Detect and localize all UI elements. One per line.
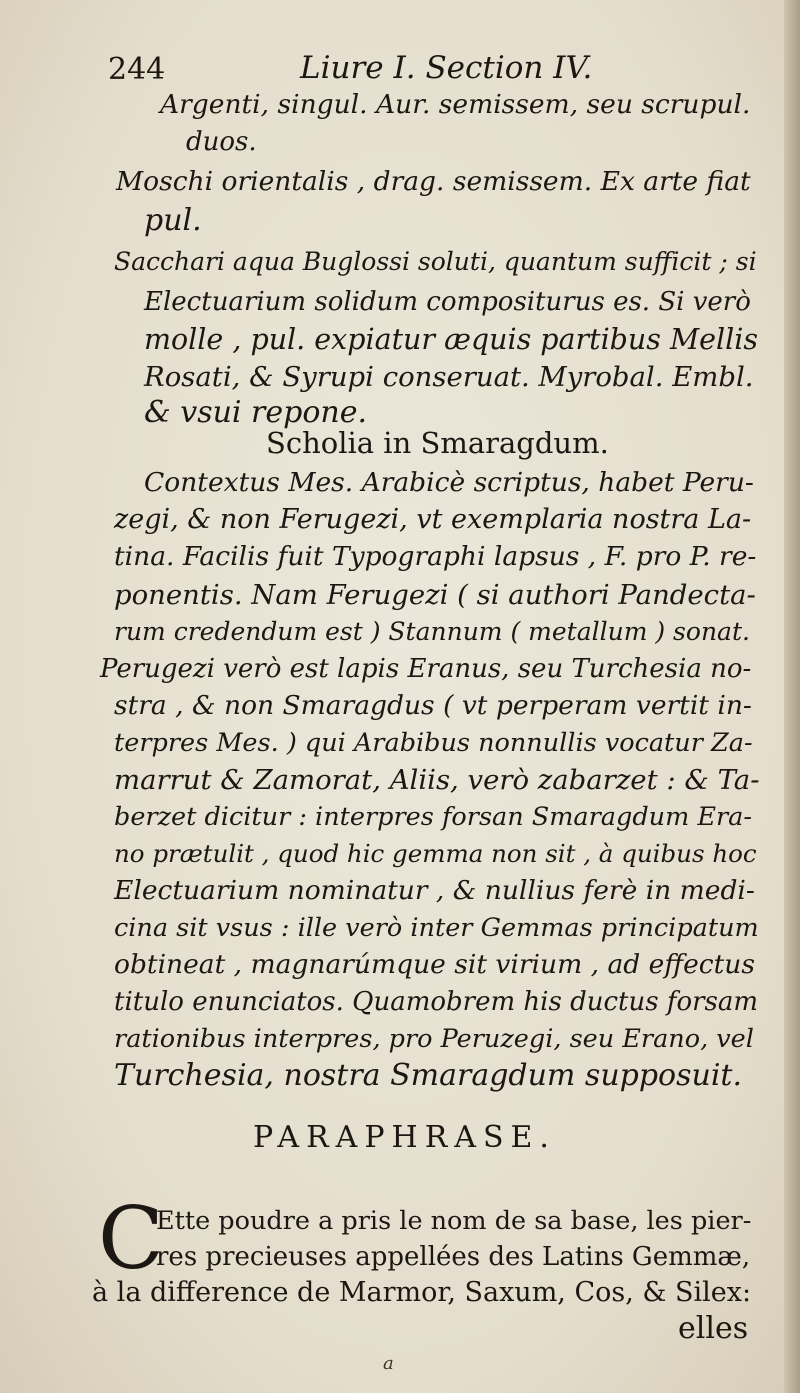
recipe-line: Argenti, singul. Aur. semissem, seu scrupul.	[160, 89, 751, 120]
recipe-line: duos.	[186, 127, 257, 157]
paraphrase-line: res precieuses appellées des Latins Gemmæ,	[156, 1242, 751, 1272]
scholia-line: obtineat , magnarúmque sit virium , ad effectus	[114, 949, 755, 980]
paraphrase-heading: PARAPHRASE.	[253, 1120, 556, 1155]
signature-mark: a	[383, 1353, 394, 1374]
catchword: elles	[678, 1311, 749, 1346]
recipe-line: Sacchari aqua Buglossi soluti, quantum sufficit ; si	[114, 247, 757, 276]
scholia-line: Perugezi verò est lapis Eranus, seu Turchesia no-	[100, 654, 752, 684]
scholia-heading: Scholia in Smaragdum.	[266, 426, 609, 460]
scholia-line: rationibus interpres, pro Peruzegi, seu Erano, vel	[114, 1024, 754, 1054]
scholia-line: Turchesia, nostra Smaragdum supposuit.	[114, 1058, 743, 1093]
scholia-line: stra , & non Smaragdus ( vt perperam vertit in-	[114, 690, 752, 721]
paraphrase-line: à la difference de Marmor, Saxum, Cos, & Silex:	[92, 1277, 752, 1308]
scholia-line: berzet dicitur : interpres forsan Smaragdum Era-	[114, 802, 752, 832]
scholia-line: titulo enunciatos. Quamobrem his ductus forsam	[114, 987, 759, 1017]
recipe-line: & vsui repone.	[144, 395, 368, 430]
scholia-line: no prætulit , quod hic gemma non sit , à quibus hoc	[114, 839, 757, 868]
scholia-line: zegi, & non Ferugezi, vt exemplaria nostra La-	[114, 504, 752, 535]
drop-cap: C	[98, 1189, 164, 1289]
scholia-line: cina sit vsus : ille verò inter Gemmas principatum	[114, 913, 759, 943]
scholia-line: ponentis. Nam Ferugezi ( si authori Pandecta-	[114, 579, 756, 611]
scholia-line: terpres Mes. ) qui Arabibus nonnullis vocatur Za-	[114, 728, 753, 758]
scholia-line: Electuarium nominatur , & nullius ferè in medi-	[114, 875, 755, 906]
page-number: 244	[108, 52, 166, 87]
scholia-line: tina. Facilis fuit Typographi lapsus , F. pro P. re-	[114, 541, 757, 572]
paraphrase-line: Ette poudre a pris le nom de sa base, les pier-	[156, 1206, 752, 1236]
recipe-line: Electuarium solidum compositurus es. Si verò	[144, 287, 751, 317]
scholia-line: Contextus Mes. Arabicè scriptus, habet Peru-	[144, 467, 754, 498]
recipe-line: pul.	[144, 203, 202, 238]
scholia-line: marrut & Zamorat, Aliis, verò zabarzet : & Ta-	[114, 764, 760, 796]
scholia-line: rum credendum est ) Stannum ( metallum ) sonat.	[114, 617, 750, 646]
recipe-line: Moschi orientalis , drag. semissem. Ex arte fiat	[116, 166, 751, 197]
recipe-line: Rosati, & Syrupi conseruat. Myrobal. Embl.	[144, 361, 754, 393]
recipe-line: molle , pul. expiatur æquis partibus Mellis	[144, 323, 758, 356]
page-edge	[784, 0, 800, 1393]
running-title: Liure I. Section IV.	[300, 50, 593, 86]
